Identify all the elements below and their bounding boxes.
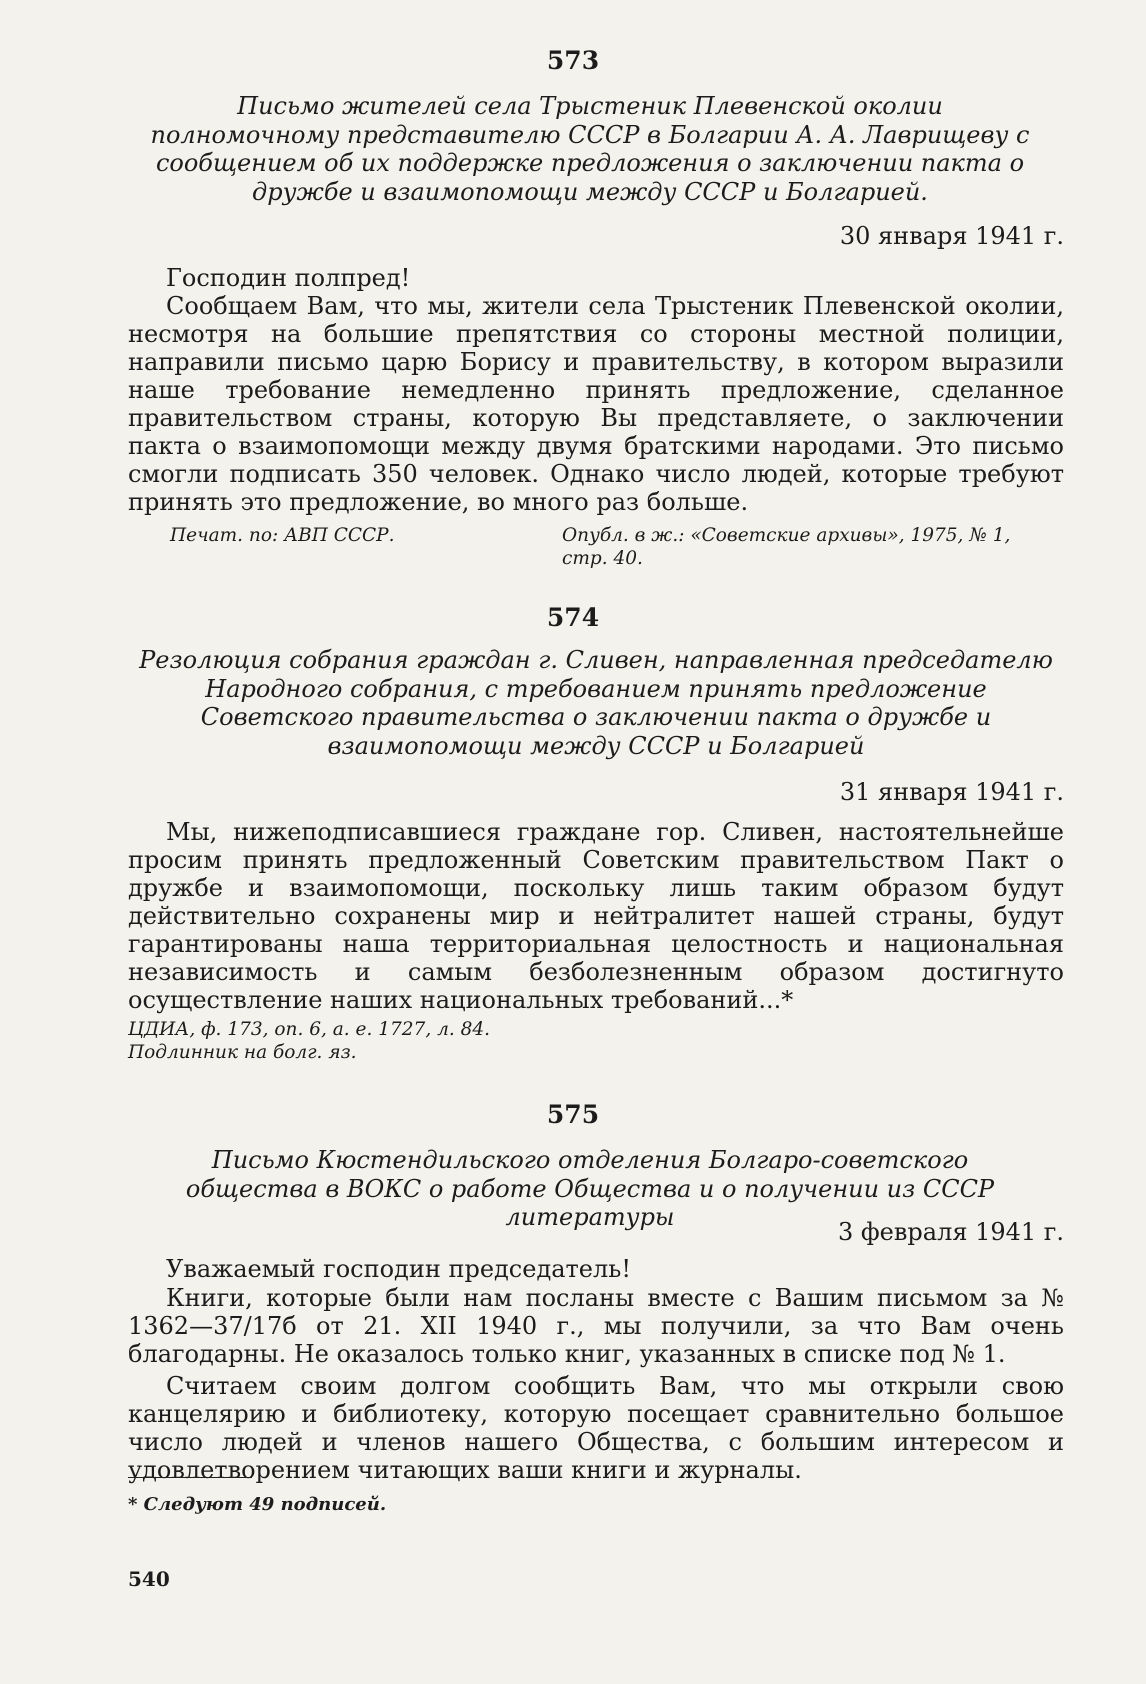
footnote: * Следуют 49 подписей. bbox=[128, 1494, 387, 1515]
paragraph: Книги, которые были нам посланы вместе с Вашим письмом за № 1362—37/17б от 21. XII 1940 г., мы получили, за что Вам очень благодарны. Не оказалось только книг, указанных в списке под № 1. bbox=[128, 1284, 1064, 1368]
publication-source: Опубл. в ж.: «Советские архивы», 1975, № 1, bbox=[562, 525, 1011, 546]
paragraph: Сообщаем Вам, что мы, жители села Трыстеник Плевенской околии, несмотря на большие препятствия со стороны местной полиции, направили письмо царю Борису и правительству, в котором выразили наше требование немедленно принять предложение, сделанное правительством страны, которую Вы представляете, о заключении пакта о взаимопомощи между двумя братскими народами. Это письмо смогли подписать 350 человек. Однако число людей, которые требуют принять это предложение, во много раз больше. bbox=[128, 292, 1064, 516]
document-date: 30 января 1941 г. bbox=[839, 222, 1064, 250]
document-number: 573 bbox=[546, 46, 600, 75]
document-number: 574 bbox=[546, 603, 600, 632]
document-date: 31 января 1941 г. bbox=[839, 778, 1064, 806]
letter-body bbox=[128, 292, 1064, 516]
document-date: 3 февраля 1941 г. bbox=[838, 1218, 1064, 1246]
paragraph: Мы, нижеподписавшиеся граждане гор. Сливен, настоятельнейше просим принять предложенный Советским правительством Пакт о дружбе и взаимопомощи, поскольку лишь таким образом будут действительно сохранены мир и нейтралитет нашей страны, будут гарантированы наша территориальная целостность и национальная независимость и самым безболезненным образом достигнуто осуществление наших национальных требований...* bbox=[128, 818, 1064, 1014]
footnote-divider bbox=[128, 1477, 252, 1478]
original-language-note: Подлинник на болг. яз. bbox=[128, 1042, 357, 1063]
document-title: Письмо жителей села Трыстеник Плевенской околии полномочному представителю СССР в Болгарии А. А. Лаврищеву с сообщением об их поддержке предложения о заключении пакта о дружбе и взаимопомощи между СССР и Болгарией. bbox=[150, 92, 1030, 206]
letter-body bbox=[128, 1284, 1064, 1484]
archive-source: Печат. по: АВП СССР. bbox=[170, 525, 395, 546]
document-number: 575 bbox=[546, 1100, 600, 1129]
resolution-body bbox=[128, 818, 1064, 1014]
salutation: Уважаемый господин председатель! bbox=[166, 1255, 631, 1283]
document-title: Резолюция собрания граждан г. Сливен, направленная председателю Народного собрания, с требованием принять предложение Советского правительства о заключении пакта о дружбе и взаимопомощи между СССР и Болгарией bbox=[139, 646, 1053, 760]
publication-page: стр. 40. bbox=[562, 548, 643, 569]
archive-source: ЦДИА, ф. 173, оп. 6, а. е. 1727, л. 84. bbox=[128, 1019, 491, 1040]
paragraph: Считаем своим долгом сообщить Вам, что мы открыли свою канцелярию и библиотеку, которую посещает сравнительно большое число людей и членов нашего Общества, с большим интересом и удовлетворением читающих ваши книги и журналы. bbox=[128, 1372, 1064, 1484]
document-title: Письмо Кюстендильского отделения Болгаро-советского общества в ВОКС о работе Общества и о получении из СССР литературы bbox=[185, 1146, 995, 1231]
page-number: 540 bbox=[128, 1567, 170, 1591]
salutation: Господин полпред! bbox=[166, 264, 411, 292]
